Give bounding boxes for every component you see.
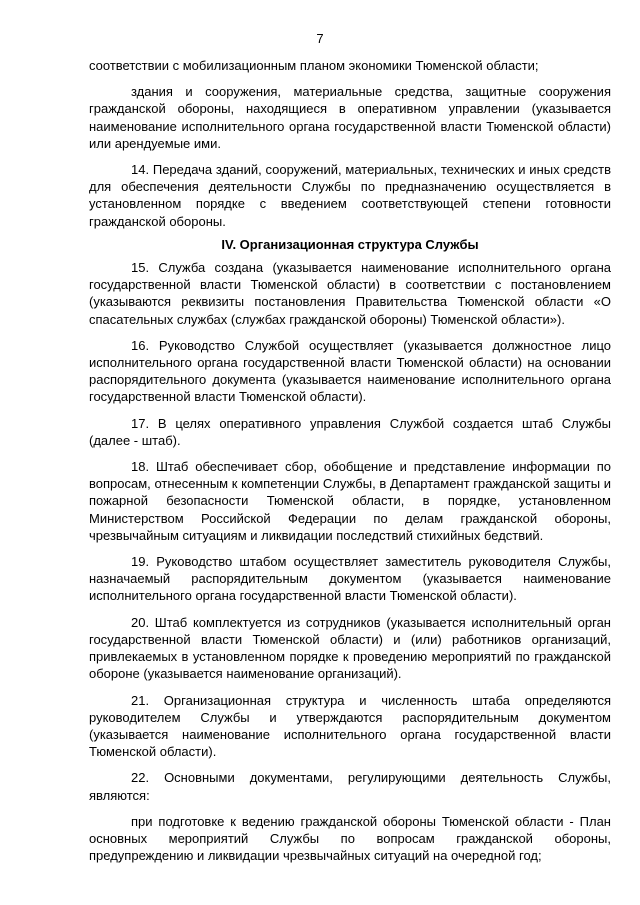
paragraph-16: 16. Руководство Службой осуществляет (указывается должностное лицо исполнительного органа государственной власти Тюменской области) на основании распорядительного документа (указывается наименование исполнительного органа государственной власти Тюменской области). <box>89 337 611 405</box>
paragraph-17: 17. В целях оперативного управления Службой создается штаб Службы (далее - штаб). <box>89 415 611 448</box>
paragraph-20: 20. Штаб комплектуется из сотрудников (указывается исполнительный орган государственной власти Тюменской области) и (или) работников организаций, привлекаемых в установленном порядке к проведению мероприятий по гражданской обороне (указывается наименование организаций). <box>89 614 611 682</box>
paragraph-22: 22. Основными документами, регулирующими деятельность Службы, являются: <box>89 770 611 803</box>
section-heading: IV. Организационная структура Службы <box>221 236 479 252</box>
paragraph-continuation: соответствии с мобилизационным планом экономики Тюменской области; <box>89 58 539 73</box>
page-number: 7 <box>316 31 324 46</box>
paragraph-14: 14. Передача зданий, сооружений, материальных, технических и иных средств для обеспечения деятельности Службы по предназначению осуществляется в установленном порядке с введением соответствующей степени готовности гражданской обороны. <box>89 162 611 229</box>
paragraph-15: 15. Служба создана (указывается наименование исполнительного органа государственной власти Тюменской области) в соответствии с постановлением (указываются реквизиты постановления Правительства Тюменской области «О спасательных службах (службах гражданской обороны) Тюменской области»). <box>89 260 611 327</box>
paragraph-19: 19. Руководство штабом осуществляет заместитель руководителя Службы, назначаемый распорядительным документом (указывается наименование исполнительного органа государственной власти Тюменской области). <box>89 554 611 604</box>
paragraph-18: 18. Штаб обеспечивает сбор, обобщение и представление информации по вопросам, отнесенным к компетенции Службы, в Департамент гражданской защиты и пожарной безопасности Тюменской области, в порядке, установленном Министерством Российской Федерации по делам гражданской обороны, чрезвычайным ситуациям и ликвидации последствий стихийных бедствий. <box>89 459 611 543</box>
paragraph-21: 21. Организационная структура и численность штаба определяются руководителем Службы и утверждаются распорядительным документом (указывается наименование исполнительного органа государственной власти Тюменской области). <box>89 692 611 760</box>
paragraph-civil-defense-plan: при подготовке к ведению гражданской обороны Тюменской области - План основных мероприятий Службы по вопросам гражданской обороны, предупреждению и ликвидации чрезвычайных ситуаций на очередной год; <box>89 813 611 864</box>
document-body <box>89 57 611 873</box>
paragraph-buildings: здания и сооружения, материальные средства, защитные сооружения гражданской обороны, находящиеся в оперативном управлении (указывается наименование исполнительного органа государственной власти Тюменской области) или арендуемые ими. <box>89 84 611 151</box>
